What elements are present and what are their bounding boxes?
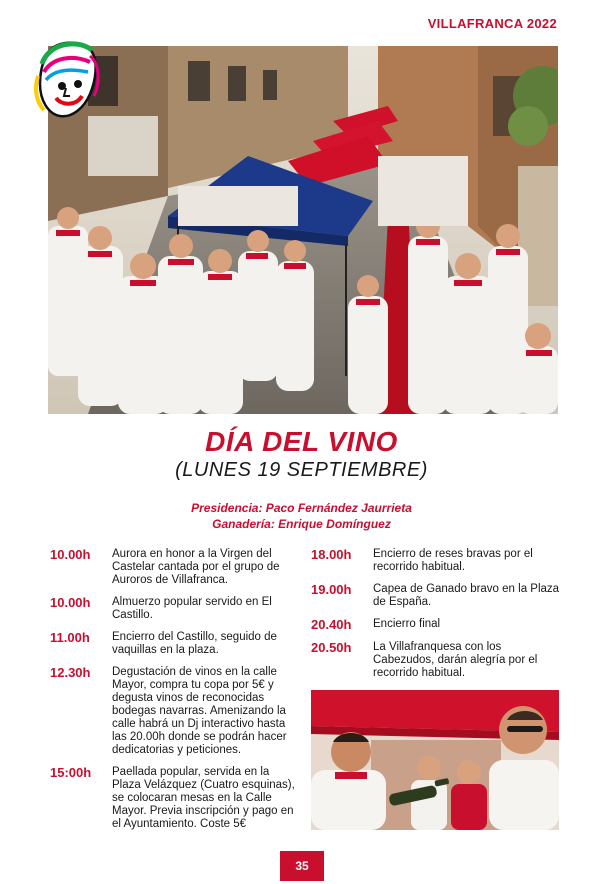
schedule-item xyxy=(50,596,300,622)
schedule-time: 11.00h xyxy=(50,630,90,645)
carnival-mask-logo-icon xyxy=(32,36,104,124)
schedule-description: Encierro del Castillo, seguido de vaquillas en la plaza. xyxy=(112,631,277,656)
event-credits xyxy=(0,500,603,532)
wine-photo xyxy=(311,690,559,830)
schedule-time: 20.40h xyxy=(311,617,352,632)
schedule-left-column xyxy=(50,548,300,840)
schedule-time: 10.00h xyxy=(50,547,91,562)
schedule-description: Aurora en honor a la Virgen del Castelar cantada por el grupo de Auroros de Villafranca. xyxy=(112,548,280,586)
event-date: (LUNES 19 SEPTIEMBRE) xyxy=(175,459,428,481)
wine-pouring-photo xyxy=(311,690,559,830)
schedule-description: Capea de Ganado bravo en la Plaza de España. xyxy=(373,583,560,608)
schedule-item xyxy=(311,641,561,680)
schedule-item xyxy=(50,766,300,831)
schedule-description: Encierro final xyxy=(373,618,441,630)
schedule-description: Encierro de reses bravas por el recorrido habitual. xyxy=(373,548,533,573)
schedule-item xyxy=(311,548,561,574)
event-title: DÍA DEL VINO xyxy=(205,426,398,457)
schedule-item xyxy=(50,631,300,657)
schedule-time: 20.50h xyxy=(311,640,352,655)
schedule-time: 12.30h xyxy=(50,665,91,680)
schedule-right-column xyxy=(311,548,561,689)
header-title: VILLAFRANCA 2022 xyxy=(427,16,557,31)
presidencia-line: Presidencia: Paco Fernández Jaurrieta xyxy=(191,501,412,515)
page-number: 35 xyxy=(280,851,324,881)
schedule-item xyxy=(311,583,561,609)
schedule-item xyxy=(50,666,300,757)
schedule-time: 15:00h xyxy=(50,765,92,780)
ganaderia-line: Ganadería: Enrique Domínguez xyxy=(212,517,391,531)
schedule-time: 19.00h xyxy=(311,582,352,597)
schedule-description: Paellada popular, servida en la Plaza Velázquez (Cuatro esquinas), se colocaran mesas en la Calle Mayor. Previa inscripción y pago en el Ayuntamiento. Coste 5€ xyxy=(112,766,295,830)
schedule-item xyxy=(50,548,300,587)
schedule-time: 18.00h xyxy=(311,547,352,562)
street-crowd-photo xyxy=(48,46,558,414)
schedule-description: Degustación de vinos en la calle Mayor, compra tu copa por 5€ y degusta vinos de reconocidas bodegas navarras. Amenizando la calle habrá un Dj interactivo hasta las 20.00h donde se podrán hacer dedicatorias y peticiones. xyxy=(112,666,287,756)
schedule-description: La Villafranquesa con los Cabezudos, darán alegría por el recorrido habitual. xyxy=(373,641,538,679)
schedule-description: Almuerzo popular servido en El Castillo. xyxy=(112,596,272,621)
schedule-time: 10.00h xyxy=(50,595,91,610)
schedule-item xyxy=(311,618,561,632)
main-photo xyxy=(48,46,558,414)
